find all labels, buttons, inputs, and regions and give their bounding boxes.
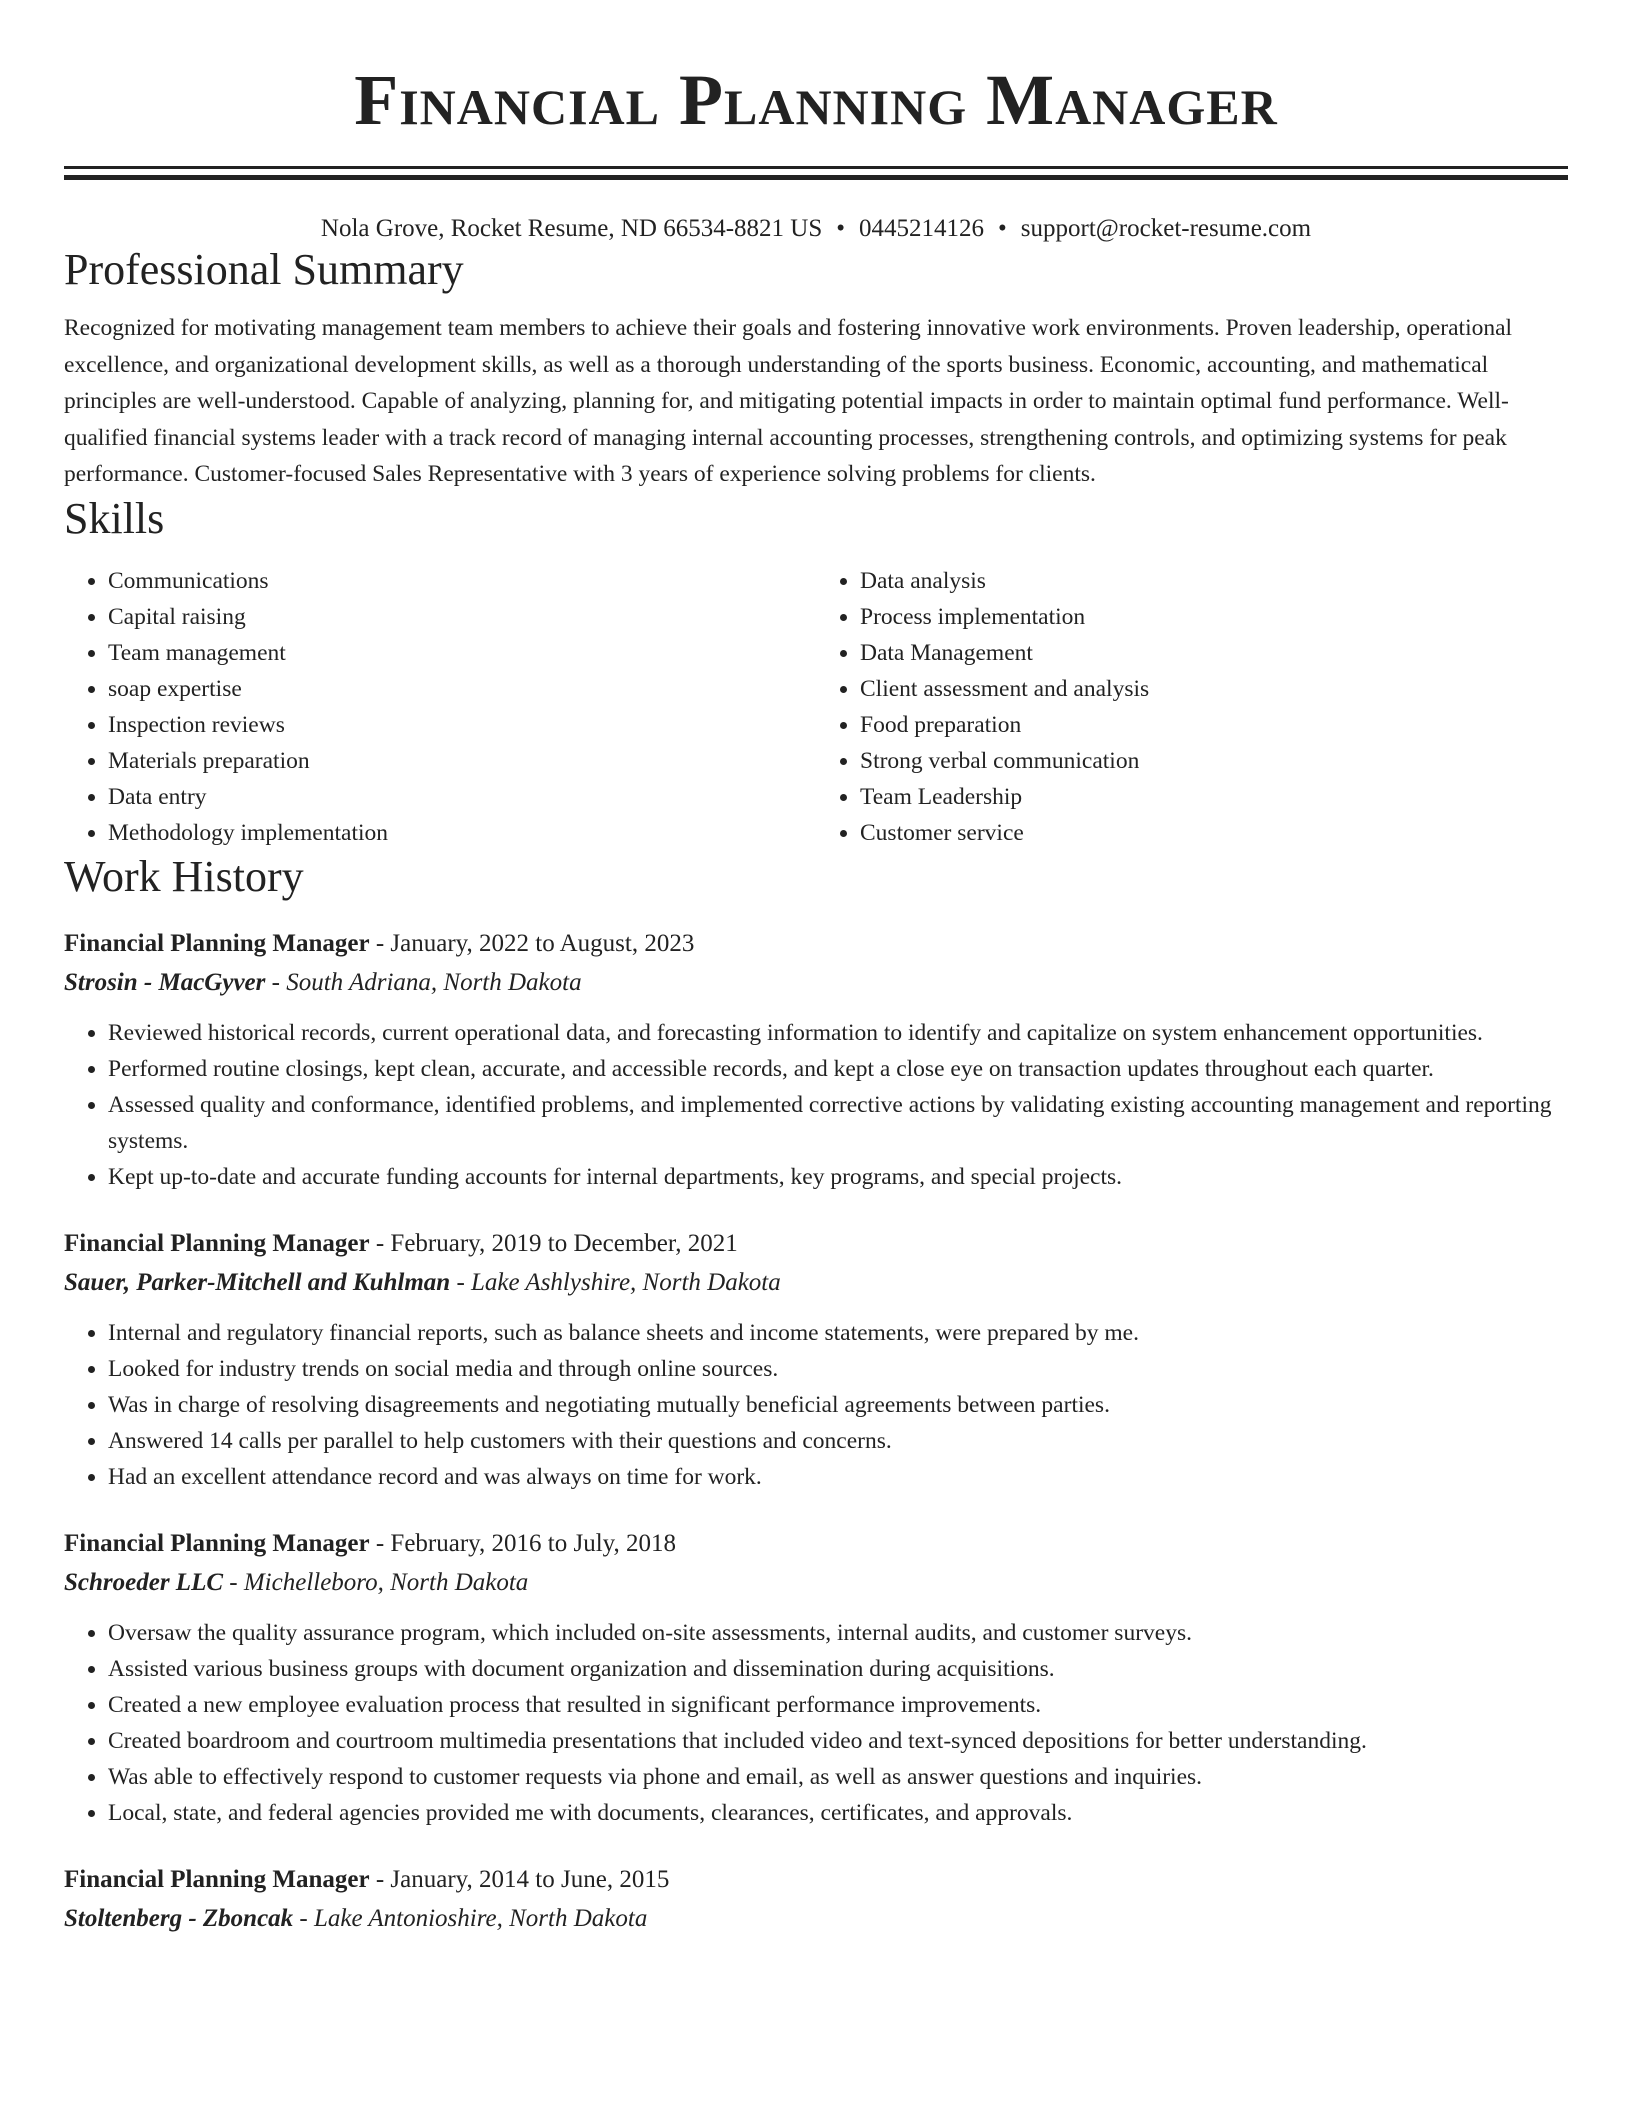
resume-title: Financial Planning Manager	[354, 60, 1278, 140]
skill-item: • Strong verbal communication	[860, 743, 1568, 779]
job-title-line	[64, 1861, 1568, 1899]
skill-item: • soap expertise	[108, 671, 816, 707]
job-location: - Lake Antonioshire, North Dakota	[293, 1904, 648, 1932]
skill-item: • Data analysis	[860, 563, 1568, 599]
skill-item: • Team management	[108, 635, 816, 671]
job-dates: - January, 2014 to June, 2015	[369, 1865, 670, 1893]
job-bullets	[64, 1315, 1568, 1495]
header-rule-thin	[64, 166, 1568, 169]
skills-list-right	[816, 563, 1568, 851]
contact-address: Nola Grove, Rocket Resume, ND 66534-8821 US	[320, 215, 823, 242]
job-entry	[64, 1525, 1568, 1831]
job-bullet: • Created boardroom and courtroom multimedia presentations that included video and text-synced depositions for better understanding.	[108, 1723, 1568, 1759]
job-company: Sauer, Parker-Mitchell and Kuhlman	[64, 1268, 451, 1296]
skill-item: • Team Leadership	[860, 779, 1568, 815]
job-bullet: • Was in charge of resolving disagreements and negotiating mutually beneficial agreements between parties.	[108, 1387, 1568, 1423]
contact-email: support@rocket-resume.com	[1020, 215, 1312, 242]
job-dates: - February, 2016 to July, 2018	[369, 1529, 677, 1557]
job-bullet: • Kept up-to-date and accurate funding accounts for internal departments, key programs, and special projects.	[108, 1159, 1568, 1195]
header-rule-thick	[64, 175, 1568, 180]
skill-item: • Client assessment and analysis	[860, 671, 1568, 707]
skill-item: • Food preparation	[860, 707, 1568, 743]
job-company: Stoltenberg - Zboncak	[64, 1904, 294, 1932]
contact-separator: •	[836, 215, 846, 242]
work-history-heading: Work History	[64, 851, 304, 901]
job-role: Financial Planning Manager	[64, 929, 370, 957]
skill-item: • Inspection reviews	[108, 707, 816, 743]
job-entry	[64, 1225, 1568, 1495]
contact-line	[64, 214, 1568, 244]
job-company-line	[64, 1563, 1568, 1603]
job-company-line	[64, 963, 1568, 1003]
job-bullet: • Assessed quality and conformance, identified problems, and implemented corrective actions by validating existing accounting management and reporting systems.	[108, 1087, 1568, 1159]
job-entry	[64, 1861, 1568, 1939]
job-company-line	[64, 1899, 1568, 1939]
skills-heading: Skills	[64, 493, 165, 543]
job-location: - Lake Ashlyshire, North Dakota	[450, 1268, 781, 1296]
contact-phone: 0445214126	[859, 215, 985, 242]
job-role: Financial Planning Manager	[64, 1529, 370, 1557]
skills-list-left	[64, 563, 816, 851]
job-company-line	[64, 1263, 1568, 1303]
skill-item: • Communications	[108, 563, 816, 599]
job-bullets	[64, 1615, 1568, 1831]
job-bullet: • Reviewed historical records, current operational data, and forecasting information to identify and capitalize on system enhancement opportunities.	[108, 1015, 1568, 1051]
skill-item: • Data Management	[860, 635, 1568, 671]
job-title-line	[64, 1525, 1568, 1563]
job-bullets	[64, 1015, 1568, 1195]
contact-separator: •	[998, 215, 1007, 242]
skill-item: • Data entry	[108, 779, 816, 815]
skill-item: • Methodology implementation	[108, 815, 816, 851]
skill-item: • Process implementation	[860, 599, 1568, 635]
job-bullet: • Had an excellent attendance record and was always on time for work.	[108, 1459, 1568, 1495]
job-bullet: • Oversaw the quality assurance program, which included on-site assessments, internal audits, and customer surveys.	[108, 1615, 1568, 1651]
skills-columns	[64, 563, 1568, 851]
job-role: Financial Planning Manager	[64, 1229, 370, 1257]
job-role: Financial Planning Manager	[64, 1865, 370, 1893]
job-location: - South Adriana, North Dakota	[265, 968, 582, 996]
summary-heading: Professional Summary	[64, 245, 464, 294]
job-bullet: • Created a new employee evaluation process that resulted in significant performance improvements.	[108, 1687, 1568, 1723]
job-bullet: • Answered 14 calls per parallel to help customers with their questions and concerns.	[108, 1423, 1568, 1459]
job-bullet: • Local, state, and federal agencies provided me with documents, clearances, certificates, and approvals.	[108, 1795, 1568, 1831]
job-location: - Michelleboro, North Dakota	[223, 1568, 529, 1596]
job-company: Strosin - MacGyver	[64, 968, 266, 996]
skill-item: • Capital raising	[108, 599, 816, 635]
job-title-line	[64, 925, 1568, 963]
job-bullet: • Was able to effectively respond to customer requests via phone and email, as well as answer questions and inquiries.	[108, 1759, 1568, 1795]
job-bullet: • Performed routine closings, kept clean, accurate, and accessible records, and kept a close eye on transaction updates throughout each quarter.	[108, 1051, 1568, 1087]
job-bullet: • Looked for industry trends on social media and through online sources.	[108, 1351, 1568, 1387]
job-bullet: • Assisted various business groups with document organization and dissemination during acquisitions.	[108, 1651, 1568, 1687]
skill-item: • Customer service	[860, 815, 1568, 851]
job-dates: - January, 2022 to August, 2023	[369, 929, 695, 957]
job-dates: - February, 2019 to December, 2021	[369, 1229, 738, 1257]
summary-text: Recognized for motivating management team members to achieve their goals and fostering innovative work environments. Proven leadership, operational excellence, and organizational development skills, as well as a thorough understanding of the sports business. Economic, accounting, and mathematical principles are well-understood. Capable of analyzing, planning for, and mitigating potential impacts in order to maintain optimal fund performance. Well-qualified financial systems leader with a track record of managing internal accounting processes, strengthening controls, and optimizing systems for peak performance. Customer-focused Sales Representative with 3 years of experience solving problems for clients.	[64, 315, 1513, 488]
job-bullet: • Internal and regulatory financial reports, such as balance sheets and income statements, were prepared by me.	[108, 1315, 1568, 1351]
job-entry	[64, 925, 1568, 1195]
job-title-line	[64, 1225, 1568, 1263]
job-company: Schroeder LLC	[64, 1568, 224, 1596]
skill-item: • Materials preparation	[108, 743, 816, 779]
